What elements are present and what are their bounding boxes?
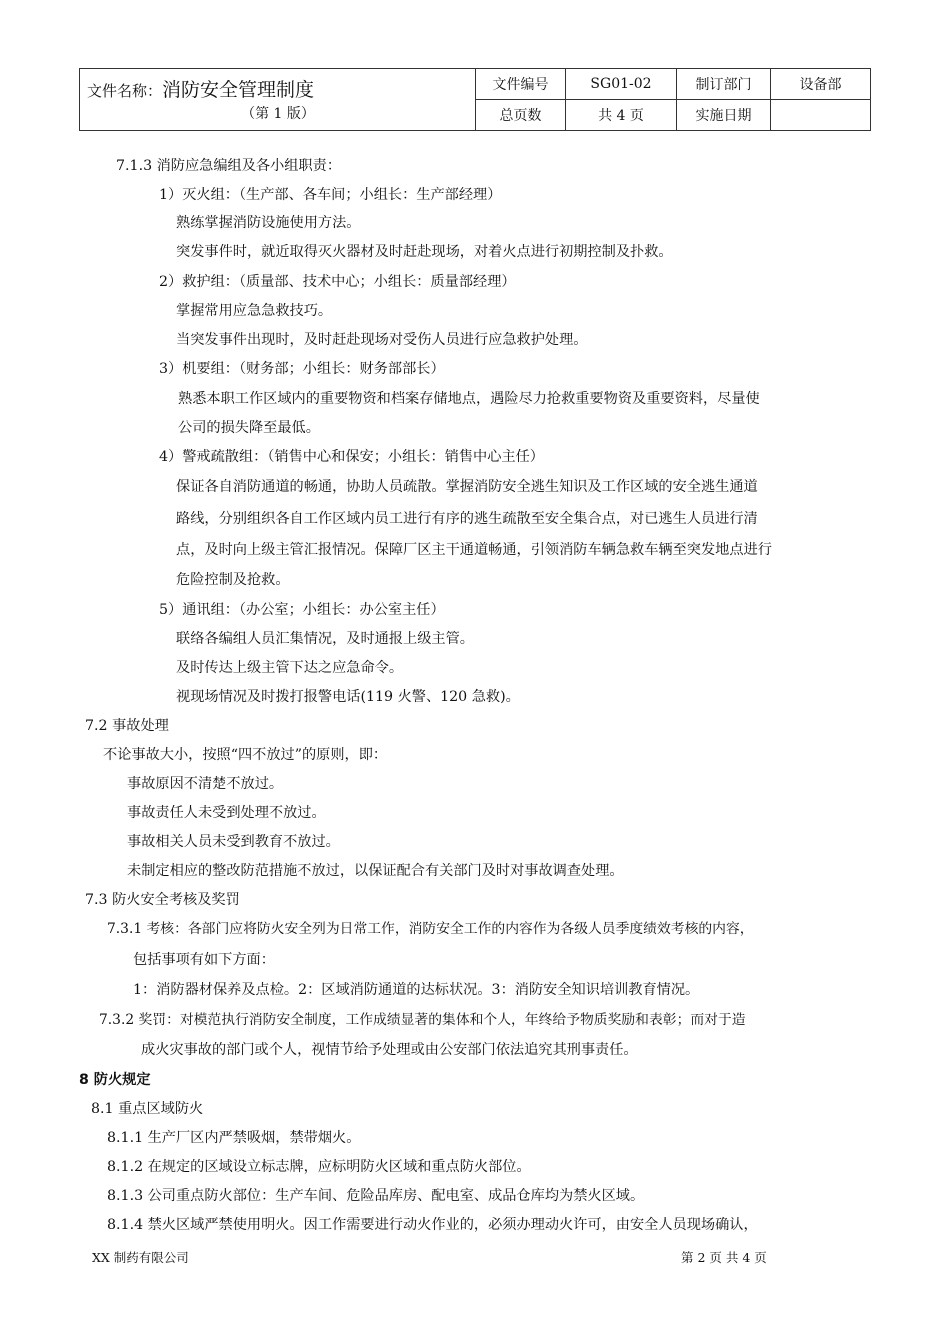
text-line: 包括事项有如下方面： (133, 952, 275, 968)
text-line: 当突发事件出现时，及时赶赴现场对受伤人员进行应急救护处理。 (176, 332, 588, 348)
text-line: 及时传达上级主管下达之应急命令。 (176, 660, 404, 676)
text-line: 不论事故大小，按照“四不放过”的原则，即： (103, 747, 388, 763)
text-line: 4）警戒疏散组：（销售中心和保安；小组长：销售中心主任） (159, 449, 544, 465)
impl-label: 实施日期 (677, 100, 771, 130)
text-line: 成火灾事故的部门或个人，视情节给予处理或由公安部门依法追究其刑事责任。 (141, 1042, 638, 1058)
document-title: 消防安全管理制度 (162, 79, 315, 101)
title-label: 文件名称： (87, 82, 163, 100)
text-line: 保证各自消防通道的畅通，协助人员疏散。掌握消防安全逃生知识及工作区域的安全逃生通道 (176, 479, 758, 495)
text-line: 未制定相应的整改防范措施不放过，以保证配合有关部门及时对事故调查处理。 (127, 863, 624, 879)
text-line: 8.1.1 生产厂区内严禁吸烟，禁带烟火。 (107, 1130, 361, 1146)
text-line: 7.1.3 消防应急编组及各小组职责： (116, 158, 342, 174)
text-line: 8.1 重点区域防火 (91, 1101, 204, 1117)
text-line: 1）灭火组：（生产部、各车间；小组长：生产部经理） (159, 187, 502, 203)
text-line: 事故责任人未受到处理不放过。 (127, 805, 326, 821)
text-line: 7.3.1 考核：各部门应将防火安全列为日常工作，消防安全工作的内容作为各级人员季度绩效考核的内容， (107, 921, 754, 937)
text-line: 事故相关人员未受到教育不放过。 (127, 834, 340, 850)
dept-label: 制订部门 (677, 69, 771, 100)
text-line: 掌握常用应急急救技巧。 (176, 303, 333, 319)
text-line: 1：消防器材保养及点检。2：区域消防通道的达标状况。3：消防安全知识培训教育情况。 (133, 982, 700, 998)
section-heading: 8 防火规定 (79, 1072, 151, 1088)
impl-date (771, 100, 870, 130)
file-no: SG01-02 (566, 69, 677, 100)
file-no-label: 文件编号 (476, 69, 566, 100)
footer-company: XX 制药有限公司 (92, 1250, 189, 1265)
text-line: 点，及时向上级主管汇报情况。保障厂区主干通道畅通，引领消防车辆急救车辆至突发地点进行 (176, 542, 772, 558)
document-header (79, 68, 871, 131)
footer-page-info: 第 2 页 共 4 页 (681, 1250, 767, 1265)
text-line: 8.1.2 在规定的区域设立标志牌，应标明防火区域和重点防火部位。 (107, 1159, 531, 1175)
text-line: 8.1.4 禁火区域严禁使用明火。因工作需要进行动火作业的，必须办理动火许可，由安全人员现场确认， (107, 1217, 758, 1233)
text-line: 公司的损失降至最低。 (178, 420, 320, 436)
text-line: 7.2 事故处理 (85, 718, 169, 734)
title-row (87, 75, 314, 102)
header-info-grid (476, 69, 870, 130)
pages: 共 4 页 (566, 100, 677, 130)
text-line: 危险控制及抢救。 (176, 572, 290, 588)
dept: 设备部 (771, 69, 870, 100)
text-line: 突发事件时，就近取得灭火器材及时赶赴现场，对着火点进行初期控制及扑救。 (176, 244, 673, 260)
text-line: 8.1.3 公司重点防火部位：生产车间、危险品库房、配电室、成品仓库均为禁火区域。 (107, 1188, 645, 1204)
text-line: 熟悉本职工作区域内的重要物资和档案存储地点，遇险尽力抢救重要物资及重要资料，尽量使 (178, 391, 760, 407)
text-line: 3）机要组：（财务部；小组长：财务部部长） (159, 361, 445, 377)
text-line: 5）通讯组：（办公室；小组长：办公室主任） (159, 602, 445, 618)
text-line: 2）救护组：（质量部、技术中心；小组长：质量部经理） (159, 274, 516, 290)
edition: （第 1 版） (241, 106, 315, 122)
text-line: 路线，分别组织各自工作区域内员工进行有序的逃生疏散至安全集合点，对已逃生人员进行清 (176, 511, 758, 527)
title-cell (80, 69, 476, 130)
text-line: 熟练掌握消防设施使用方法。 (176, 215, 361, 231)
pages-label: 总页数 (476, 100, 566, 130)
text-line: 联络各编组人员汇集情况，及时通报上级主管。 (176, 631, 474, 647)
text-line: 7.3 防火安全考核及奖罚 (85, 892, 240, 908)
text-line: 事故原因不清楚不放过。 (127, 776, 284, 792)
text-line: 视现场情况及时拨打报警电话(119 火警、120 急救)。 (176, 689, 520, 705)
text-line: 7.3.2 奖罚：对模范执行消防安全制度，工作成绩显著的集体和个人，年终给予物质奖励和表彰；而对于造 (99, 1012, 746, 1028)
